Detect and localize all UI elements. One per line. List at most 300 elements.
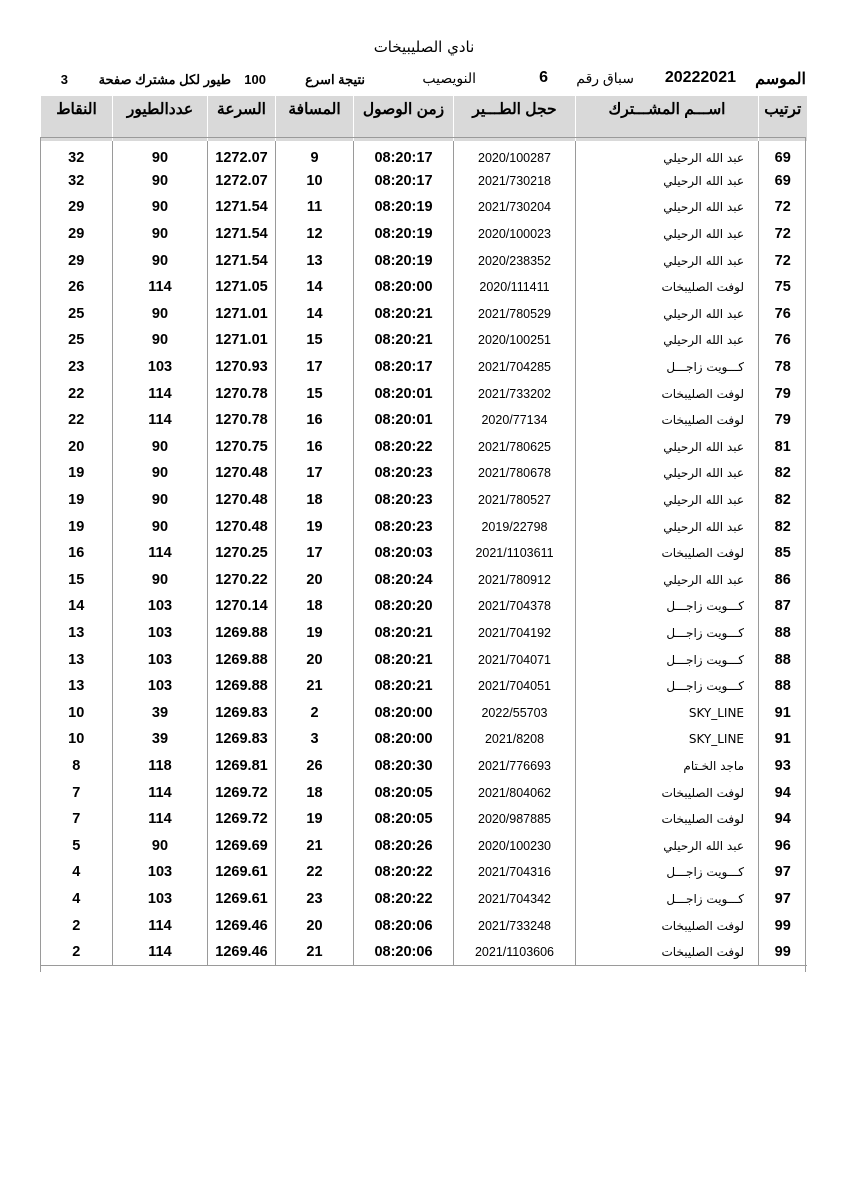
birds-count-cell: 39	[113, 726, 208, 753]
header-distance: المسافة	[276, 96, 354, 141]
arrival-time-cell: 08:20:19	[354, 221, 454, 248]
ring-cell: 2021/780678	[454, 460, 576, 487]
speed-cell: 1269.83	[208, 699, 276, 726]
birds-count-cell: 103	[113, 859, 208, 886]
speed-cell: 1271.54	[208, 221, 276, 248]
rank-cell: 91	[759, 726, 807, 753]
speed-cell: 1269.81	[208, 753, 276, 780]
participant-cell: لوفت الصليبخات	[576, 939, 759, 966]
participant-cell: عبد الله الرحيلي	[576, 487, 759, 514]
ring-cell: 2020/987885	[454, 806, 576, 833]
points-cell: 10	[68, 704, 85, 721]
birds-count-cell: 114	[113, 806, 208, 833]
arrival-time-cell: 08:20:26	[354, 832, 454, 859]
distance-cell: 11	[276, 194, 354, 221]
arrival-time-cell: 08:20:23	[354, 513, 454, 540]
distance-cell: 19	[276, 806, 354, 833]
distance-cell: 12	[276, 221, 354, 248]
distance-cell: 13	[276, 247, 354, 274]
participant-cell: لوفت الصليبخات	[576, 806, 759, 833]
birds-count-cell: 90	[113, 221, 208, 248]
rank-cell: 75	[759, 274, 807, 301]
rank-cell: 76	[759, 301, 807, 328]
arrival-time-cell: 08:20:21	[354, 327, 454, 354]
speed-cell: 1269.72	[208, 806, 276, 833]
table-row	[41, 540, 807, 567]
participant-cell: كـــويت زاجـــل	[576, 886, 759, 913]
points-cell: 29	[68, 226, 85, 243]
participant-cell: عبد الله الرحيلي	[576, 832, 759, 859]
ring-cell: 2021/1103611	[454, 540, 576, 567]
ring-cell: 2021/8208	[454, 726, 576, 753]
rank-cell: 69	[759, 168, 807, 195]
distance-cell: 20	[276, 567, 354, 594]
table-row	[41, 141, 807, 168]
table-row	[41, 593, 807, 620]
participant-cell: كـــويت زاجـــل	[576, 646, 759, 673]
points-cell: 16	[68, 545, 85, 562]
distance-cell: 14	[276, 274, 354, 301]
participant-cell: عبد الله الرحيلي	[576, 567, 759, 594]
header-arrival: زمن الوصول	[354, 96, 454, 141]
points-cell: 22	[68, 385, 85, 402]
participant-cell: عبد الله الرحيلي	[576, 301, 759, 328]
table-row	[41, 327, 807, 354]
participant-cell: كـــويت زاجـــل	[576, 859, 759, 886]
participant-cell: عبد الله الرحيلي	[576, 327, 759, 354]
arrival-time-cell: 08:20:23	[354, 460, 454, 487]
arrival-time-cell: 08:20:01	[354, 380, 454, 407]
table-body-top-border	[40, 137, 806, 138]
birds-count-cell: 103	[113, 593, 208, 620]
rank-cell: 93	[759, 753, 807, 780]
table-row	[41, 354, 807, 381]
birds-count-cell: 114	[113, 274, 208, 301]
birds-count-cell: 90	[113, 194, 208, 221]
table-row	[41, 194, 807, 221]
ring-cell: 2021/704051	[454, 673, 576, 700]
points-cell: 13	[68, 651, 85, 668]
ring-cell: 2021/780625	[454, 434, 576, 461]
speed-cell: 1270.48	[208, 487, 276, 514]
birds-count-cell: 90	[113, 487, 208, 514]
arrival-time-cell: 08:20:00	[354, 699, 454, 726]
ring-cell: 2021/704071	[454, 646, 576, 673]
table-row	[41, 779, 807, 806]
table-row	[41, 886, 807, 913]
birds-count-cell: 103	[113, 673, 208, 700]
participant-cell: عبد الله الرحيلي	[576, 460, 759, 487]
ring-cell: 2021/704285	[454, 354, 576, 381]
distance-cell: 26	[276, 753, 354, 780]
points-cell: 7	[72, 784, 81, 801]
rank-cell: 88	[759, 646, 807, 673]
birds-count-cell: 90	[113, 141, 208, 168]
ring-cell: 2021/804062	[454, 779, 576, 806]
header-birds: عددالطيور	[113, 96, 208, 141]
birds-count-cell: 114	[113, 540, 208, 567]
distance-cell: 19	[276, 620, 354, 647]
table-row	[41, 168, 807, 195]
points-cell: 23	[68, 359, 85, 376]
birds-count-cell: 103	[113, 354, 208, 381]
points-cell: 10	[68, 731, 85, 748]
distance-cell: 3	[276, 726, 354, 753]
birds-count-cell: 90	[113, 567, 208, 594]
table-row	[41, 567, 807, 594]
arrival-time-cell: 08:20:21	[354, 301, 454, 328]
participant-cell: ماجد الخـتام	[576, 753, 759, 780]
birds-count-cell: 90	[113, 168, 208, 195]
ring-cell: 2021/1103606	[454, 939, 576, 966]
birds-count-cell: 90	[113, 301, 208, 328]
ring-cell: 2022/55703	[454, 699, 576, 726]
header-rank: ترتيب	[759, 96, 807, 141]
table-row	[41, 753, 807, 780]
rank-cell: 85	[759, 540, 807, 567]
speed-cell: 1269.83	[208, 726, 276, 753]
speed-cell: 1270.75	[208, 434, 276, 461]
speed-cell: 1269.72	[208, 779, 276, 806]
birds-count-cell: 118	[113, 753, 208, 780]
participant-cell: كـــويت زاجـــل	[576, 354, 759, 381]
participant-cell: لوفت الصليبخات	[576, 274, 759, 301]
points-cell: 8	[72, 757, 81, 774]
header-points: النقاط	[41, 96, 113, 141]
speed-cell: 1271.54	[208, 194, 276, 221]
speed-cell: 1271.05	[208, 274, 276, 301]
rank-cell: 72	[759, 221, 807, 248]
speed-cell: 1270.78	[208, 407, 276, 434]
points-cell: 14	[68, 598, 85, 615]
distance-cell: 10	[276, 168, 354, 195]
table-right-border	[805, 137, 806, 972]
points-cell: 2	[41, 939, 113, 966]
participant-cell: لوفت الصليبخات	[576, 912, 759, 939]
birds-count-cell: 114	[113, 380, 208, 407]
birds-count-cell: 90	[113, 513, 208, 540]
participant-cell: لوفت الصليبخات	[576, 407, 759, 434]
arrival-time-cell: 08:20:20	[354, 593, 454, 620]
rank-cell: 94	[759, 806, 807, 833]
distance-cell: 14	[276, 301, 354, 328]
points-cell: 20	[68, 438, 85, 455]
rank-cell: 88	[759, 620, 807, 647]
participant-cell: عبد الله الرحيلي	[576, 168, 759, 195]
distance-cell: 9	[276, 141, 354, 168]
rank-cell: 96	[759, 832, 807, 859]
distance-cell: 21	[276, 832, 354, 859]
table-row	[41, 434, 807, 461]
header-participant: اســـم المشـــترك	[576, 96, 759, 141]
table-row	[41, 646, 807, 673]
arrival-time-cell: 08:20:01	[354, 407, 454, 434]
race-label: سباق رقم	[576, 70, 634, 86]
rank-cell: 78	[759, 354, 807, 381]
rank-cell: 86	[759, 567, 807, 594]
speed-cell: 1269.46	[208, 939, 276, 966]
table-row	[41, 513, 807, 540]
result-count: 100	[244, 72, 266, 87]
points-cell: 32	[68, 172, 85, 189]
birds-count-cell: 103	[113, 646, 208, 673]
speed-cell: 1270.48	[208, 513, 276, 540]
distance-cell: 18	[276, 779, 354, 806]
points-cell: 25	[68, 332, 85, 349]
ring-cell: 2020/100023	[454, 221, 576, 248]
table-left-border	[40, 137, 41, 972]
speed-cell: 1269.61	[208, 859, 276, 886]
table-row	[41, 247, 807, 274]
birds-count-cell: 90	[113, 247, 208, 274]
table-row	[41, 380, 807, 407]
table-row	[41, 221, 807, 248]
points-cell: 4	[72, 864, 81, 881]
points-cell: 32	[68, 150, 85, 167]
distance-cell: 18	[276, 593, 354, 620]
rank-cell: 69	[759, 141, 807, 168]
ring-cell: 2021/733248	[454, 912, 576, 939]
points-cell: 5	[72, 837, 81, 854]
points-cell: 4	[72, 890, 81, 907]
arrival-time-cell: 08:20:19	[354, 247, 454, 274]
rank-cell: 81	[759, 434, 807, 461]
season-label: الموسم	[755, 71, 806, 88]
ring-cell: 2019/22798	[454, 513, 576, 540]
table-row	[41, 487, 807, 514]
points-cell: 7	[72, 811, 81, 828]
page-number: 3	[60, 72, 68, 87]
table-row	[41, 301, 807, 328]
participant-cell: عبد الله الرحيلي	[576, 247, 759, 274]
points-cell: 19	[68, 465, 85, 482]
season-value: 20222021	[664, 69, 736, 86]
speed-cell: 1271.01	[208, 327, 276, 354]
ring-cell: 2021/780527	[454, 487, 576, 514]
arrival-time-cell: 08:20:22	[354, 859, 454, 886]
ring-cell: 2021/733202	[454, 380, 576, 407]
arrival-time-cell: 08:20:22	[354, 886, 454, 913]
arrival-time-cell: 08:20:19	[354, 194, 454, 221]
rank-cell: 87	[759, 593, 807, 620]
table-row	[41, 673, 807, 700]
participant-cell: عبد الله الرحيلي	[576, 434, 759, 461]
arrival-time-cell: 08:20:05	[354, 779, 454, 806]
ring-cell: 2021/704192	[454, 620, 576, 647]
ring-cell: 2021/704342	[454, 886, 576, 913]
distance-cell: 22	[276, 859, 354, 886]
participant-cell: SKY_LINE	[576, 699, 759, 726]
birds-count-cell: 114	[113, 912, 208, 939]
participant-cell: عبد الله الرحيلي	[576, 141, 759, 168]
speed-cell: 1270.22	[208, 567, 276, 594]
participant-cell: لوفت الصليبخات	[576, 540, 759, 567]
distance-cell: 20	[276, 646, 354, 673]
ring-cell: 2021/704316	[454, 859, 576, 886]
rank-cell: 91	[759, 699, 807, 726]
speed-cell: 1270.93	[208, 354, 276, 381]
birds-count-cell: 103	[113, 886, 208, 913]
birds-count-cell: 90	[113, 460, 208, 487]
points-cell: 2	[72, 917, 81, 934]
birds-count-cell: 90	[113, 327, 208, 354]
per-member-label: طيور لكل مشترك صفحة	[98, 72, 231, 87]
participant-cell: كـــويت زاجـــل	[576, 673, 759, 700]
ring-cell: 2020/238352	[454, 247, 576, 274]
arrival-time-cell: 08:20:24	[354, 567, 454, 594]
rank-cell: 72	[759, 194, 807, 221]
distance-cell: 2	[276, 699, 354, 726]
points-cell: 13	[68, 678, 85, 695]
table-row	[41, 806, 807, 833]
points-cell: 29	[68, 199, 85, 216]
speed-cell: 1269.69	[208, 832, 276, 859]
table-row	[41, 620, 807, 647]
arrival-time-cell: 08:20:21	[354, 620, 454, 647]
header-speed: السرعة	[208, 96, 276, 141]
rank-cell: 97	[759, 886, 807, 913]
distance-cell: 17	[276, 354, 354, 381]
speed-cell: 1269.88	[208, 620, 276, 647]
ring-cell: 2020/100251	[454, 327, 576, 354]
arrival-time-cell: 08:20:00	[354, 726, 454, 753]
rank-cell: 88	[759, 673, 807, 700]
arrival-time-cell: 08:20:00	[354, 274, 454, 301]
arrival-time-cell: 08:20:03	[354, 540, 454, 567]
speed-cell: 1269.46	[208, 912, 276, 939]
ring-cell: 2021/780529	[454, 301, 576, 328]
participant-cell: كـــويت زاجـــل	[576, 620, 759, 647]
participant-cell: لوفت الصليبخات	[576, 779, 759, 806]
table-row	[41, 699, 807, 726]
rank-cell: 79	[759, 407, 807, 434]
birds-count-cell: 114	[113, 407, 208, 434]
distance-cell: 18	[276, 487, 354, 514]
rank-cell: 82	[759, 487, 807, 514]
distance-cell: 15	[276, 380, 354, 407]
speed-cell: 1270.25	[208, 540, 276, 567]
points-cell: 22	[68, 412, 85, 429]
table-row	[41, 832, 807, 859]
rank-cell: 72	[759, 247, 807, 274]
participant-cell: عبد الله الرحيلي	[576, 513, 759, 540]
birds-count-cell: 114	[113, 779, 208, 806]
points-cell: 19	[68, 518, 85, 535]
distance-cell: 21	[276, 939, 354, 966]
arrival-time-cell: 08:20:21	[354, 673, 454, 700]
table-row	[41, 726, 807, 753]
arrival-time-cell: 08:20:17	[354, 168, 454, 195]
table-row	[41, 407, 807, 434]
rank-cell: 82	[759, 513, 807, 540]
speed-cell: 1270.48	[208, 460, 276, 487]
page-title: نادي الصليبيخات	[373, 38, 475, 56]
participant-cell: لوفت الصليبخات	[576, 380, 759, 407]
race-location: النويصيب	[422, 70, 476, 86]
rank-cell: 82	[759, 460, 807, 487]
table-row	[41, 460, 807, 487]
distance-cell: 16	[276, 407, 354, 434]
speed-cell: 1272.07	[208, 168, 276, 195]
arrival-time-cell: 08:20:05	[354, 806, 454, 833]
results-table	[40, 96, 807, 966]
arrival-time-cell: 08:20:30	[354, 753, 454, 780]
ring-cell: 2020/100230	[454, 832, 576, 859]
distance-cell: 17	[276, 460, 354, 487]
table-row	[41, 859, 807, 886]
distance-cell: 17	[276, 540, 354, 567]
ring-cell: 2020/111411	[454, 274, 576, 301]
distance-cell: 19	[276, 513, 354, 540]
points-cell: 26	[68, 279, 85, 296]
birds-count-cell: 90	[113, 434, 208, 461]
arrival-time-cell: 08:20:23	[354, 487, 454, 514]
rank-cell: 94	[759, 779, 807, 806]
arrival-time-cell: 08:20:22	[354, 434, 454, 461]
birds-count-cell: 90	[113, 832, 208, 859]
points-cell: 29	[68, 252, 85, 269]
arrival-time-cell: 08:20:17	[354, 141, 454, 168]
arrival-time-cell: 08:20:06	[354, 912, 454, 939]
rank-cell: 99	[759, 912, 807, 939]
distance-cell: 20	[276, 912, 354, 939]
speed-cell: 1270.14	[208, 593, 276, 620]
ring-cell: 2021/730204	[454, 194, 576, 221]
rank-cell: 79	[759, 380, 807, 407]
speed-cell: 1271.54	[208, 247, 276, 274]
header-ring: حجل الطـــير	[454, 96, 576, 141]
participant-cell: عبد الله الرحيلي	[576, 194, 759, 221]
ring-cell: 2020/77134	[454, 407, 576, 434]
speed-cell: 1269.88	[208, 673, 276, 700]
arrival-time-cell: 08:20:17	[354, 354, 454, 381]
points-cell: 15	[68, 571, 85, 588]
speed-cell: 1269.61	[208, 886, 276, 913]
table-row	[41, 939, 807, 966]
speed-cell: 1271.01	[208, 301, 276, 328]
arrival-time-cell: 08:20:21	[354, 646, 454, 673]
ring-cell: 2021/780912	[454, 567, 576, 594]
result-label: نتيجة اسرع	[305, 72, 365, 87]
points-cell: 19	[68, 492, 85, 509]
points-cell: 13	[68, 624, 85, 641]
distance-cell: 23	[276, 886, 354, 913]
distance-cell: 16	[276, 434, 354, 461]
participant-cell: كـــويت زاجـــل	[576, 593, 759, 620]
table-row	[41, 274, 807, 301]
arrival-time-cell: 08:20:06	[354, 939, 454, 966]
birds-count-cell: 103	[113, 620, 208, 647]
race-info-bar	[40, 69, 806, 91]
distance-cell: 15	[276, 327, 354, 354]
table-header-row	[41, 96, 807, 141]
participant-cell: SKY_LINE	[576, 726, 759, 753]
rank-cell: 76	[759, 327, 807, 354]
ring-cell: 2021/730218	[454, 168, 576, 195]
speed-cell: 1269.88	[208, 646, 276, 673]
race-number: 6	[539, 69, 548, 86]
points-cell: 25	[68, 305, 85, 322]
distance-cell: 21	[276, 673, 354, 700]
participant-cell: عبد الله الرحيلي	[576, 221, 759, 248]
birds-count-cell: 114	[113, 939, 208, 966]
ring-cell: 2021/776693	[454, 753, 576, 780]
ring-cell: 2020/100287	[454, 141, 576, 168]
table-row	[41, 912, 807, 939]
rank-cell: 99	[759, 939, 807, 966]
speed-cell: 1272.07	[208, 141, 276, 168]
ring-cell: 2021/704378	[454, 593, 576, 620]
